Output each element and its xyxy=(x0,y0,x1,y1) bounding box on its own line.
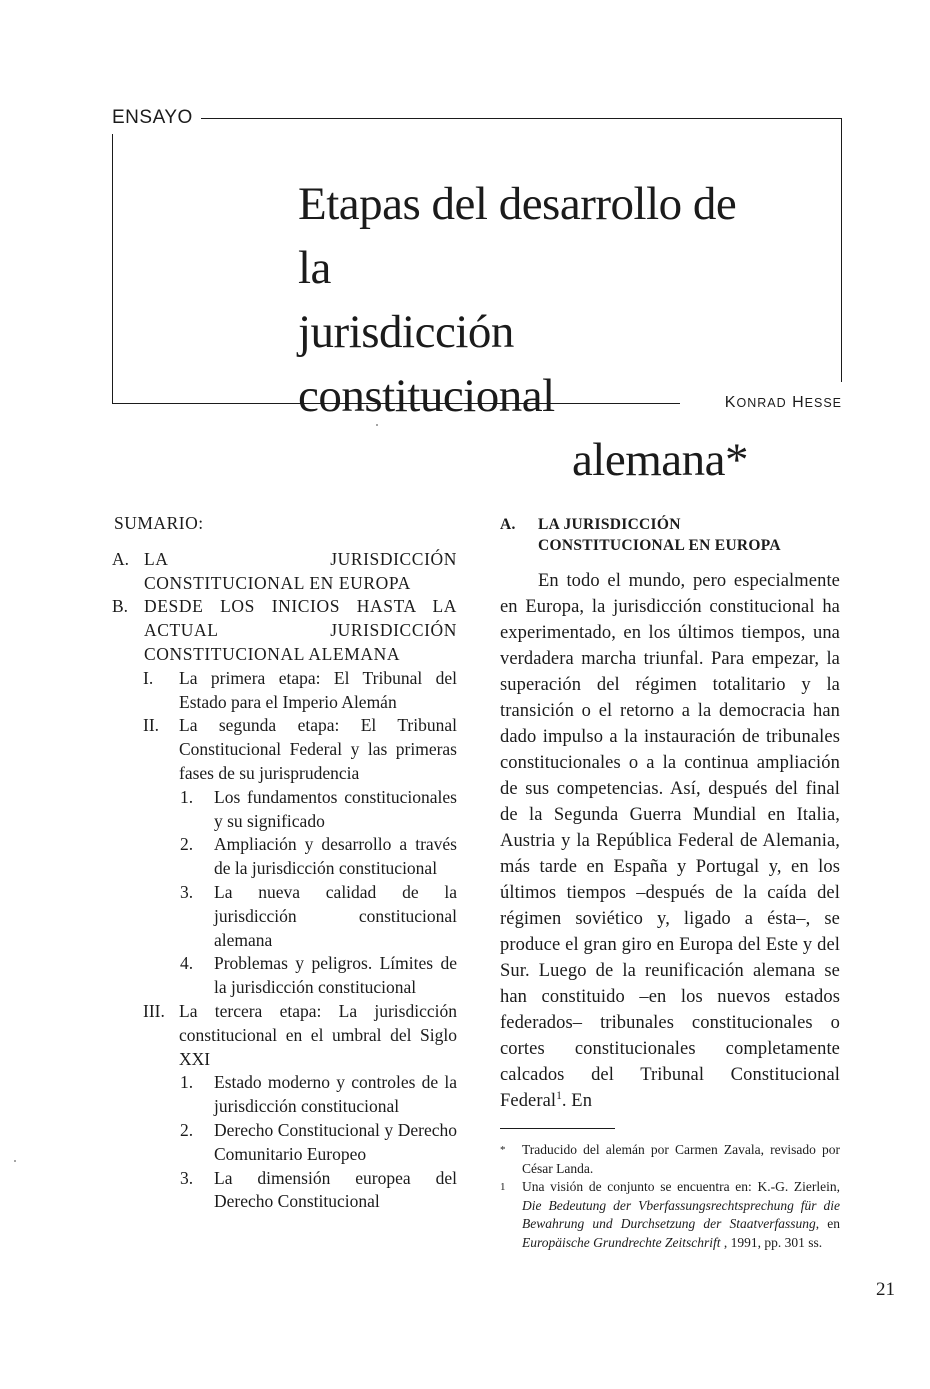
title-line-3: alemana* xyxy=(571,434,748,486)
author-name xyxy=(690,393,842,413)
author-rest-last: ESSE xyxy=(804,396,842,410)
frame-rule-top xyxy=(201,118,842,119)
frame-rule-left xyxy=(112,134,113,404)
toc-item xyxy=(112,1000,457,1071)
toc-text: Derecho Constitucional y Derecho Comunitario Europeo xyxy=(214,1119,457,1164)
toc-marker: 2. xyxy=(180,834,194,855)
toc-text: La segunda etapa: El Tribunal Constitucional Federal y las primeras fases de su jurisprudencia xyxy=(179,715,457,783)
author-initial-first: K xyxy=(724,394,737,411)
toc-item xyxy=(112,667,457,715)
footnote-marker: * xyxy=(500,1144,506,1156)
section-heading xyxy=(500,514,840,556)
toc-text: Los fundamentos constitucionales y su significado xyxy=(214,786,457,831)
toc-text: LA JURISDICCIÓN CONSTITUCIONAL EN EUROPA xyxy=(144,548,457,593)
footnote-text-b: , en xyxy=(815,1216,840,1231)
footnote xyxy=(500,1178,840,1252)
toc-text: Problemas y peligros. Límites de la jurisdicción constitucional xyxy=(214,953,457,998)
author-initial-last: H xyxy=(792,394,805,411)
footnote-italic-b: Europäische Grundrechte Zeitschrift xyxy=(522,1234,721,1250)
section-heading-text xyxy=(538,514,781,556)
toc-text: La primera etapa: El Tribunal del Estado para el Imperio Alemán xyxy=(179,667,457,712)
frame-rule-right xyxy=(841,118,842,382)
toc-text: La nueva calidad de la jurisdicción constitucional alemana xyxy=(214,881,457,950)
toc-text: Ampliación y desarrollo a través de la jurisdicción constitucional xyxy=(214,834,457,879)
footnote-text xyxy=(522,1178,840,1252)
footnote-text-c: , 1991, pp. 301 ss. xyxy=(720,1234,823,1250)
section-label: ENSAYO xyxy=(112,107,193,128)
toc-item xyxy=(112,1167,457,1215)
toc-marker: 4. xyxy=(180,953,194,974)
footnote-text: Traducido del alemán por Carmen Zavala, revisado por César Landa. xyxy=(522,1142,840,1176)
paragraph-tail: . En xyxy=(561,1091,593,1111)
toc-item xyxy=(112,1071,457,1119)
footnote-ref[interactable]: 1 xyxy=(556,1089,562,1102)
section-marker: A. xyxy=(500,516,516,533)
toc-text: DESDE LOS INICIOS HASTA LA ACTUAL JURISDICCIÓN CONSTITUCIONAL ALEMANA xyxy=(144,596,457,664)
footnote-rule xyxy=(500,1128,615,1129)
toc-marker: 3. xyxy=(180,1167,194,1188)
paragraph-text: En todo el mundo, pero especialmente en Europa, la jurisdicción constitucional ha experimentado, en los últimos tiempos, una verdadera marcha triunfal. Para empezar, la superación del régimen totalitario y la transición o el retorno a la democracia han dado impulso a la instauración de tribunales constitucionales o a la continua ampliación de sus competencias. Así, después del final de la Segunda Guerra Mundial en Italia, Austria y la República Federal de Alemania, más tarde en España y Portugal y, en los últimos tiempos –después de la caída del régimen soviético y, ligado a ésta–, se produce el gran giro en Europa del Este y del Sur. Luego de la reunificación alemana se han constituido –en los nuevos estados federados– tribunales constitucionales o cortes constitucionales completamente calcados del Tribunal Constitucional Federal xyxy=(500,571,840,1111)
title-line-1: Etapas del desarrollo de la xyxy=(298,178,737,294)
toc-item xyxy=(112,595,457,666)
toc-marker: 1. xyxy=(180,1072,194,1093)
toc-marker: 1. xyxy=(180,786,194,807)
page-number: 21 xyxy=(876,1279,895,1300)
footnote-text-a: Una visión de conjunto se encuentra en: K.-G. Zierlein, xyxy=(522,1179,840,1194)
toc-marker: 3. xyxy=(180,881,194,902)
toc-item xyxy=(112,714,457,785)
toc-item xyxy=(112,833,457,881)
article-title xyxy=(280,172,748,492)
footnote-marker: 1 xyxy=(500,1181,506,1193)
toc-marker: B. xyxy=(112,596,129,617)
toc-item xyxy=(112,786,457,834)
sumario-title: SUMARIO: xyxy=(114,513,204,533)
toc-marker: 2. xyxy=(180,1119,194,1140)
main-column xyxy=(500,514,840,1252)
title-line-2: jurisdicción constitucional xyxy=(298,306,555,422)
section-heading-line-2: CONSTITUCIONAL EN EUROPA xyxy=(538,537,781,554)
toc-marker: I. xyxy=(143,667,154,688)
sumario xyxy=(112,512,457,1214)
section-heading-line-1: LA JURISDICCIÓN xyxy=(538,516,681,533)
toc-text: La tercera etapa: La jurisdicción constitucional en el umbral del Siglo XXI xyxy=(179,1000,457,1069)
toc-item xyxy=(112,1119,457,1167)
toc-text: La dimensión europea del Derecho Constitucional xyxy=(214,1167,457,1212)
footnote xyxy=(500,1141,840,1178)
toc-item xyxy=(112,952,457,1000)
toc-item xyxy=(112,548,457,596)
toc-text: Estado moderno y controles de la jurisdicción constitucional xyxy=(214,1072,457,1117)
toc-marker: A. xyxy=(112,548,130,569)
toc-marker: II. xyxy=(143,715,160,736)
scan-speck xyxy=(14,1160,16,1162)
scan-speck xyxy=(376,424,378,426)
body-paragraph xyxy=(500,568,840,1114)
footnote-italic-a: Die Bedeutung der Vberfassungsrechtsprechung für die Bewahrung und Durchsetzung der Staatverfassung xyxy=(522,1197,840,1231)
toc-marker: III. xyxy=(143,1000,165,1021)
author-rest-first: ONRAD xyxy=(736,396,787,410)
toc-item xyxy=(112,881,457,952)
